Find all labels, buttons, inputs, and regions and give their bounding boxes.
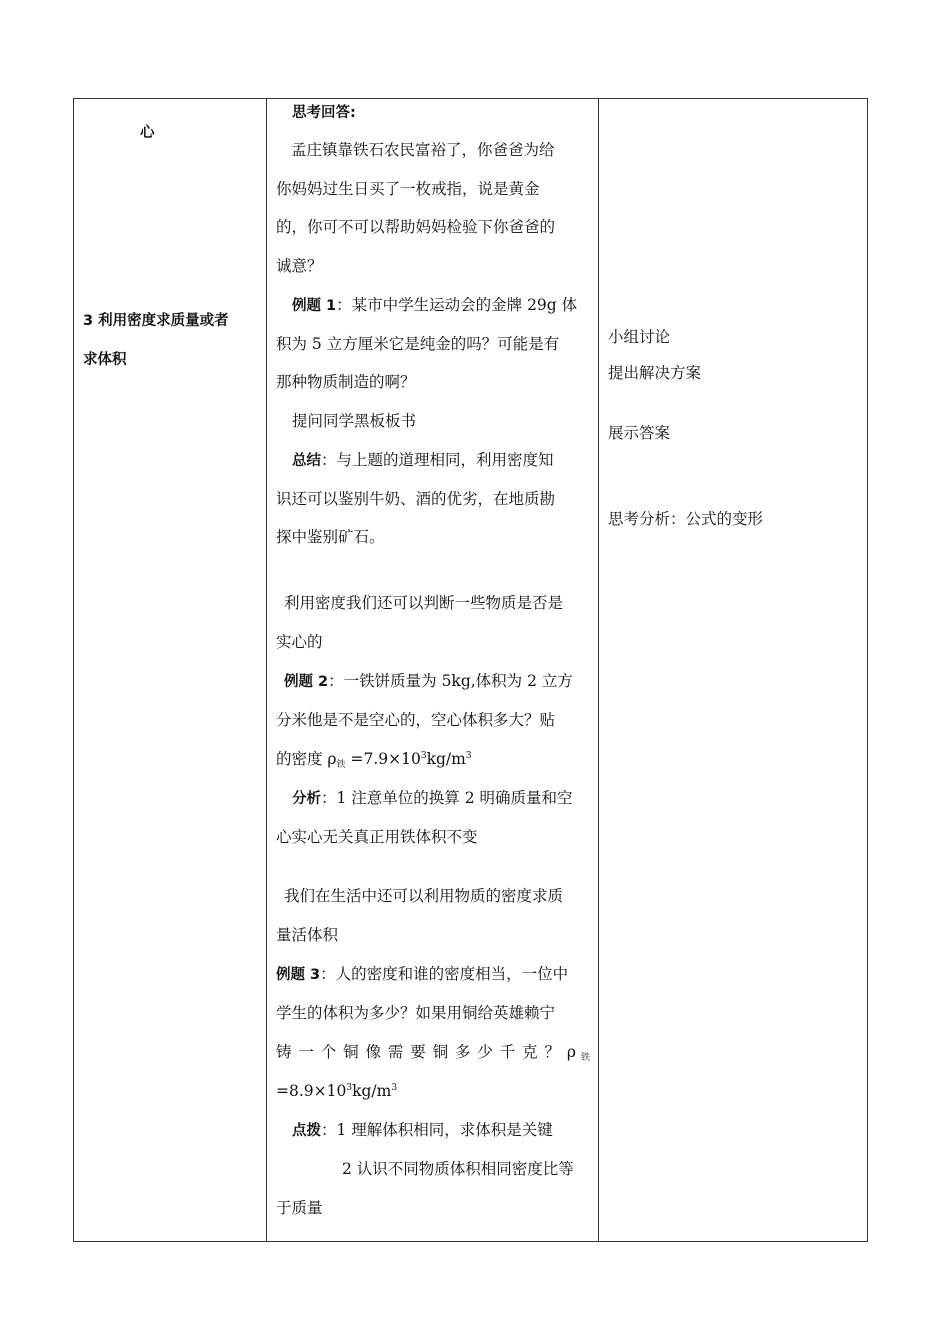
formula-unit: kg/m xyxy=(426,750,466,768)
paragraph-line: 那种物质制造的啊？ xyxy=(276,373,416,391)
analysis-label: 分析 xyxy=(292,791,321,807)
paragraph-line: 学生的体积为多少？如果用铜给英雄赖宁 xyxy=(276,1004,556,1022)
topic-title-cont: 求体积 xyxy=(83,352,127,368)
paragraph-line: 实心的 xyxy=(276,633,323,651)
char: 像 xyxy=(365,1043,382,1061)
density-formula xyxy=(276,749,472,772)
paragraph-line: 探中鉴别矿石。 xyxy=(276,528,385,546)
tip-text: ：1 理解体积相同，求体积是关键 xyxy=(321,1121,553,1139)
example-1 xyxy=(292,295,577,316)
formula-value: =8.9×10 xyxy=(276,1082,347,1100)
paragraph-line: 利用密度我们还可以判断一些物质是否是 xyxy=(284,594,564,612)
paragraph-line: 心实心无关真正用铁体积不变 xyxy=(276,828,478,846)
analysis xyxy=(292,788,573,809)
summary-label: 总结 xyxy=(292,453,321,469)
example-text: ：一铁饼质量为 5kg,体积为 2 立方 xyxy=(328,672,573,690)
summary-text: ：与上题的道理相同，利用密度知 xyxy=(321,451,554,469)
formula-subscript: 铁 xyxy=(580,1053,590,1063)
activity-column xyxy=(599,99,869,1241)
formula-unit: kg/m xyxy=(352,1082,392,1100)
char: 铜 xyxy=(343,1043,359,1061)
char: 铸 xyxy=(276,1043,292,1061)
char: ρ xyxy=(566,1043,576,1061)
char: 一 xyxy=(298,1043,314,1061)
activity-item: 思考分析：公式的变形 xyxy=(608,510,764,528)
rho-symbol xyxy=(567,1042,590,1065)
formula-exponent: 3 xyxy=(346,1082,353,1093)
formula-text: 的密度 ρ xyxy=(276,750,337,768)
activity-item: 展示答案 xyxy=(608,424,671,442)
example-label: 例题 3 xyxy=(276,967,321,983)
formula-unit-exponent: 3 xyxy=(391,1082,398,1093)
char: 要 xyxy=(410,1043,426,1061)
paragraph-line: 我们在生活中还可以利用物质的密度求质 xyxy=(284,887,564,905)
char: 个 xyxy=(320,1043,337,1061)
paragraph-line: 你妈妈过生日买了一枚戒指，说是黄金 xyxy=(276,180,540,198)
density-formula xyxy=(276,1081,397,1101)
analysis-text: ：1 注意单位的换算 2 明确质量和空 xyxy=(321,789,573,807)
example-label: 例题 1 xyxy=(292,298,337,314)
tip xyxy=(292,1120,553,1141)
formula-subscript: 铁 xyxy=(336,760,346,770)
formula-exponent: 3 xyxy=(420,750,427,761)
char: 铜 xyxy=(432,1043,449,1061)
paragraph-line: 量活体积 xyxy=(276,926,339,944)
char: 少 xyxy=(477,1043,493,1061)
char: ？ xyxy=(544,1043,561,1061)
example-label: 例题 2 xyxy=(284,674,329,690)
topic-fragment: 心 xyxy=(140,125,155,141)
justified-line xyxy=(276,1042,590,1065)
char: 千 xyxy=(499,1043,516,1061)
formula-unit-exponent: 3 xyxy=(465,750,472,761)
topic-column xyxy=(74,99,266,1241)
example-text: ：某市中学生运动会的金牌 29g 体 xyxy=(336,296,578,314)
section-heading: 思考回答: xyxy=(292,105,356,121)
paragraph-line: 分米他是不是空心的，空心体积多大？贴 xyxy=(276,711,556,729)
char: 需 xyxy=(387,1043,404,1061)
example-3 xyxy=(276,964,568,985)
paragraph-line: 于质量 xyxy=(276,1199,323,1217)
summary xyxy=(292,450,554,471)
paragraph-line: 2 认识不同物质体积相同密度比等 xyxy=(342,1160,574,1178)
char: 克 xyxy=(522,1043,538,1061)
formula-value: =7.9×10 xyxy=(345,750,421,768)
paragraph-line: 诚意？ xyxy=(276,257,323,275)
paragraph-line: 识还可以鉴别牛奶、酒的优劣，在地质勘 xyxy=(276,490,556,508)
char: 多 xyxy=(455,1043,471,1061)
tip-label: 点拨 xyxy=(292,1123,321,1139)
content-column xyxy=(267,99,598,1241)
paragraph-line: 提问同学黑板板书 xyxy=(292,412,417,430)
lesson-table xyxy=(73,98,868,1242)
example-2 xyxy=(284,671,573,692)
paragraph-line: 积为 5 立方厘米它是纯金的吗？可能是有 xyxy=(276,335,560,353)
paragraph-line: 的，你可不可以帮助妈妈检验下你爸爸的 xyxy=(276,218,556,236)
activity-item: 小组讨论 xyxy=(608,328,671,346)
activity-item: 提出解决方案 xyxy=(608,364,702,382)
paragraph-line: 孟庄镇靠铁石农民富裕了，你爸爸为给 xyxy=(291,141,555,159)
example-text: ：人的密度和谁的密度相当，一位中 xyxy=(320,965,569,983)
topic-title: 3 利用密度求质量或者 xyxy=(83,313,229,329)
